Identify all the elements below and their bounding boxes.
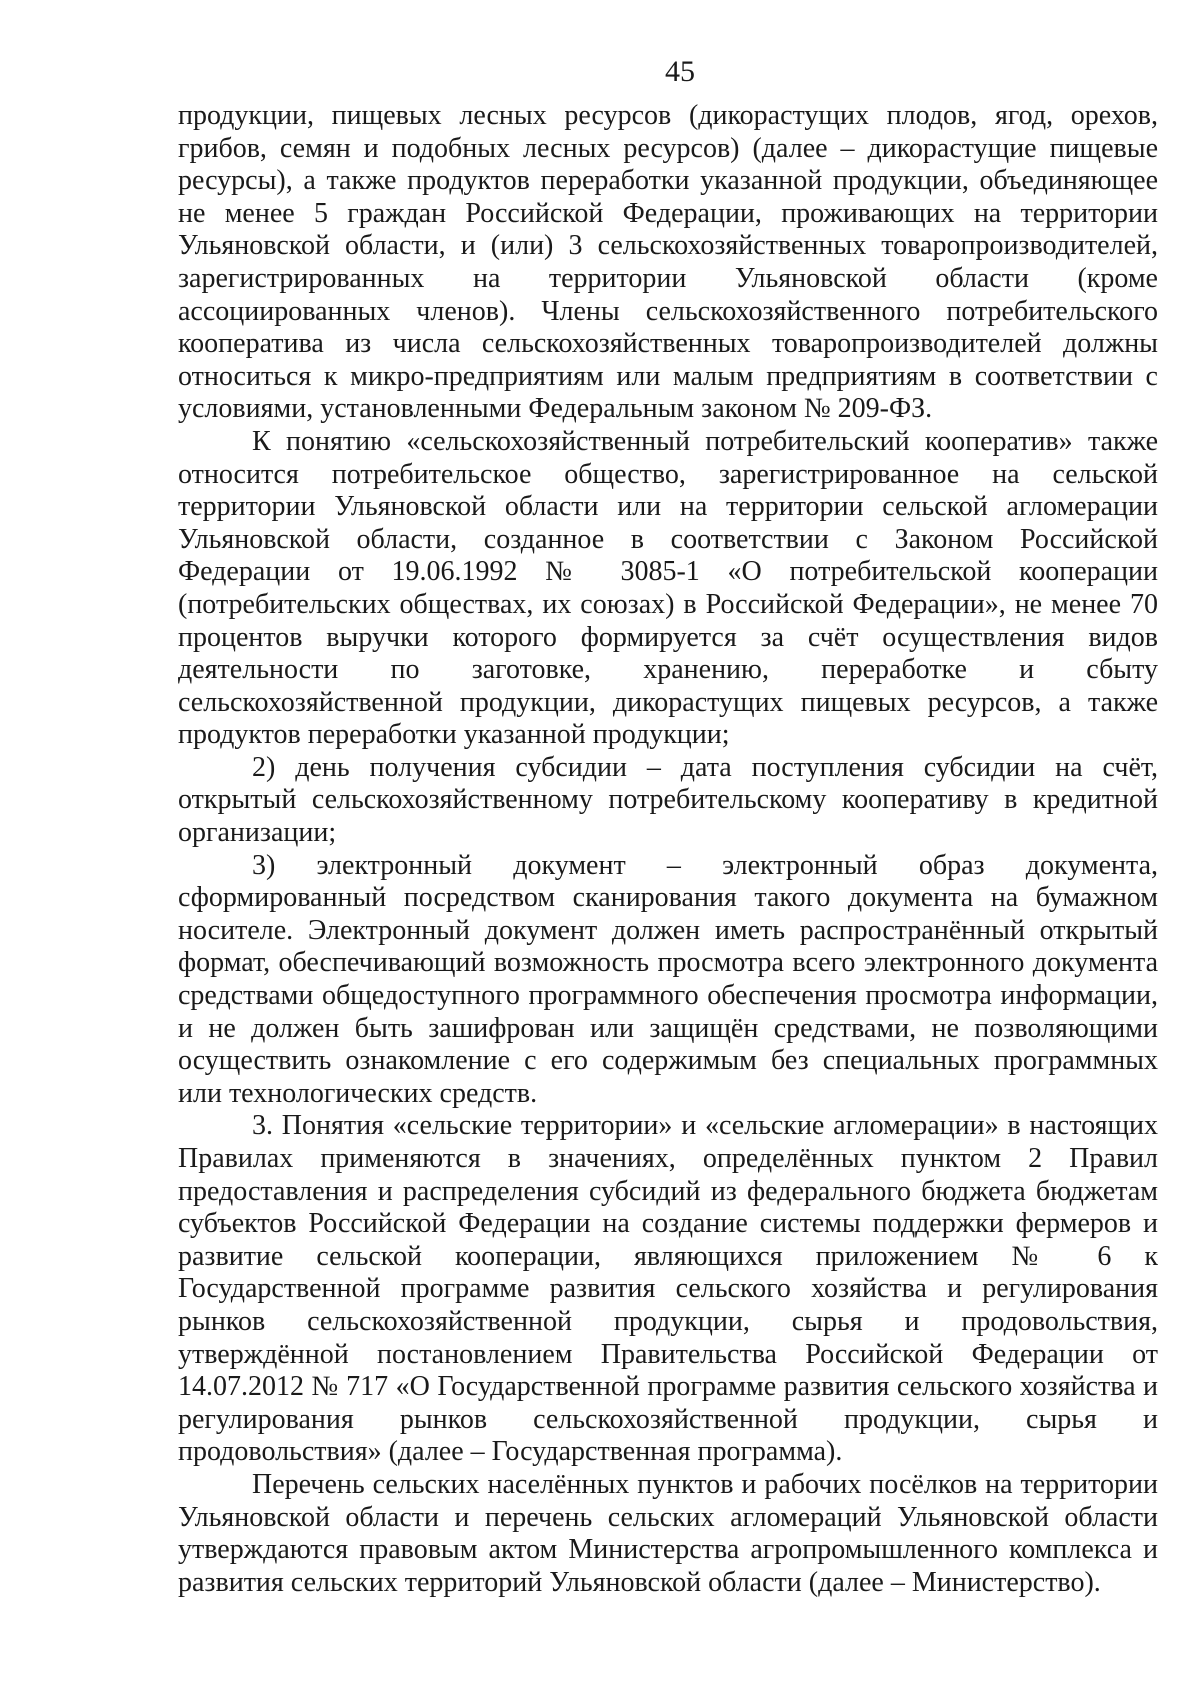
paragraph: 3) электронный документ – электронный образ документа, сформированный посредством сканирования такого документа на бумажном носителе. Электронный документ должен иметь распространённый открытый формат, обеспечивающий возможность просмотра всего электронного документа средствами общедоступного программного обеспечения просмотра информации, и не должен быть зашифрован или защищён средствами, не позволяющими осуществить ознакомление с его содержимым без специальных программных или технологических средств. [178,849,1158,1109]
paragraph: 3. Понятия «сельские территории» и «сельские агломерации» в настоящих Правилах применяются в значениях, определённых пунктом 2 Правил предоставления и распределения субсидий из федерального бюджета бюджетам субъектов Российской Федерации на создание системы поддержки фермеров и развитие сельской кооперации, являющихся приложением № 6 к Государственной программе развития сельского хозяйства и регулирования рынков сельскохозяйственной продукции, сырья и продовольствия, утверждённой постановлением Правительства Российской Федерации от 14.07.2012 № 717 «О Государственной программе развития сельского хозяйства и регулирования рынков сельскохозяйственной продукции, сырья и продовольствия» (далее – Государственная программа). [178,1110,1158,1468]
paragraph: К понятию «сельскохозяйственный потребительский кооператив» также относится потребительское общество, зарегистрированное на сельской территории Ульяновской области или на территории сельской агломерации Ульяновской области, созданное в соответствии с Законом Российской Федерации от 19.06.1992 № 3085-1 «О потребительской кооперации (потребительских обществах, их союзах) в Российской Федерации», не менее 70 процентов выручки которого формируется за счёт осуществления видов деятельности по заготовке, хранению, переработке и сбыту сельскохозяйственной продукции, дикорастущих пищевых ресурсов, а также продуктов переработки указанной продукции; [178,425,1158,751]
page-number: 45 [665,55,695,88]
paragraph: продукции, пищевых лесных ресурсов (дикорастущих плодов, ягод, орехов, грибов, семян и подобных лесных ресурсов) (далее – дикорастущие пищевые ресурсы), а также продуктов переработки указанной продукции, объединяющее не менее 5 граждан Российской Федерации, проживающих на территории Ульяновской области, и (или) 3 сельскохозяйственных товаропроизводителей, зарегистрированных на территории Ульяновской области (кроме ассоциированных членов). Члены сельскохозяйственного потребительского кооператива из числа сельскохозяйственных товаропроизводителей должны относиться к микро-предприятиям или малым предприятиям в соответствии с условиями, установленными Федеральным законом № 209-ФЗ. [178,100,1158,425]
paragraph: Перечень сельских населённых пунктов и рабочих посёлков на территории Ульяновской области и перечень сельских агломераций Ульяновской области утверждаются правовым актом Министерства агропромышленного комплекса и развития сельских территорий Ульяновской области (далее – Министерство). [178,1468,1158,1598]
paragraph: 2) день получения субсидии – дата поступления субсидии на счёт, открытый сельскохозяйственному потребительскому кооперативу в кредитной организации; [178,751,1158,849]
document-body [178,100,1158,1599]
